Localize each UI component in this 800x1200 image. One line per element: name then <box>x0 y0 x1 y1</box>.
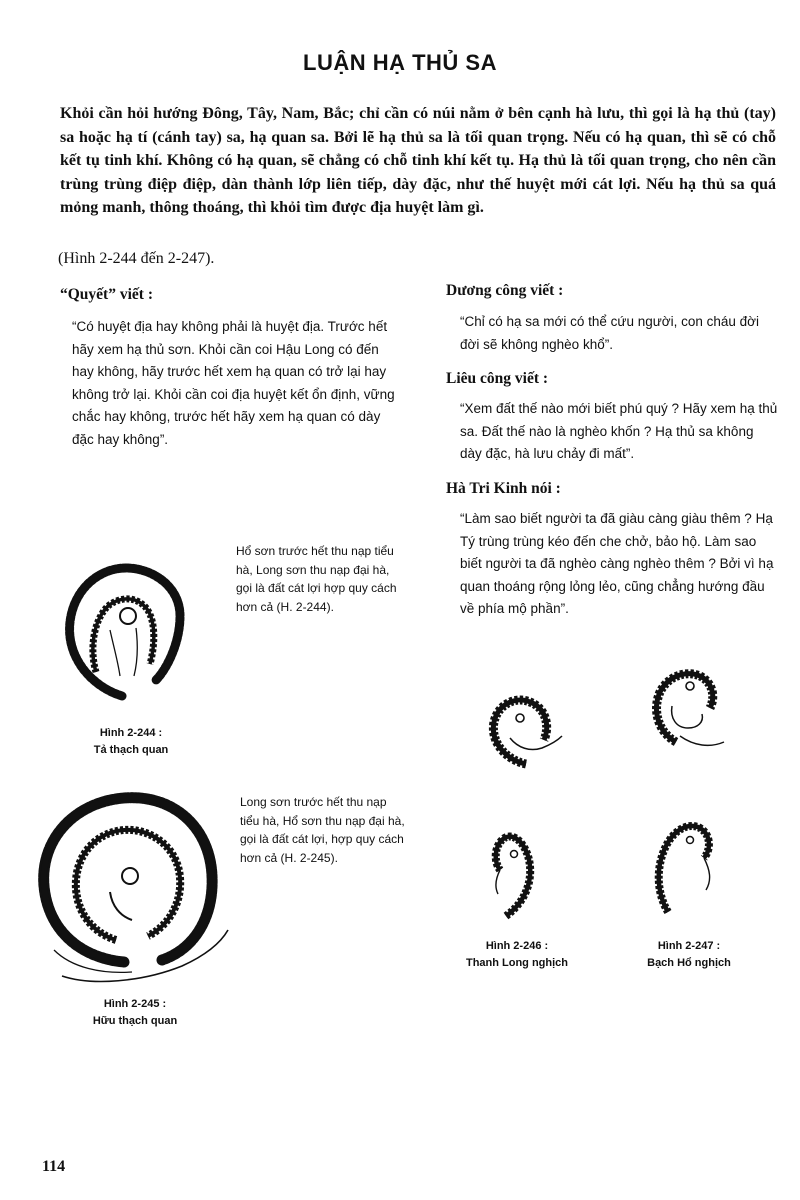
figure-2-245-name: Hữu thạch quan <box>92 1015 178 1027</box>
figure-2-244-name: Tả thạch quan <box>93 744 169 756</box>
lieu-quote: “Xem đất thế nào mới biết phú quý ? Hãy xem hạ thủ sa. Đất thế nào là nghèo khốn ? Hạ thủ sa không dày đặc, hà lưu chảy đi mất”. <box>460 401 778 461</box>
figure-2-246-caption <box>442 938 592 972</box>
page-title: LUẬN HẠ THỦ SA <box>303 50 497 75</box>
figure-2-244-image <box>62 552 202 712</box>
figure-reference: (Hình 2-244 đến 2-247). <box>58 250 215 267</box>
intro-paragraph: Khỏi cần hỏi hướng Đông, Tây, Nam, Bắc; chỉ cần có núi nằm ở bên cạnh hà lưu, thì gọi là hạ thủ (tay) sa hoặc hạ tí (cánh tay) sa, hạ quan sa. Bởi lẽ hạ thủ sa là tối quan trọng. Nếu có hạ quan, thì sẽ có chỗ kết tụ tinh khí. Không có hạ quan, sẽ chẳng có chỗ tinh khí kết tụ. Hạ thủ là tối quan trọng, cho nên cần trùng trùng điệp điệp, dàn thành lớp liên tiếp, dày đặc, như thế huyệt mới cát lợi. Nếu hạ thủ sa quá mỏng manh, thông thoáng, thì khỏi tìm được địa huyệt làm gì. <box>60 105 776 216</box>
figure-2-245-caption <box>60 996 210 1030</box>
small-drawing-upper-right <box>646 662 726 758</box>
figure-2-246-label: Hình 2-246 : <box>485 940 549 952</box>
figure-2-244-caption <box>56 725 206 759</box>
figure-2-246-image <box>484 820 544 920</box>
figure-2-247-caption <box>614 938 764 972</box>
duong-quote: “Chỉ có hạ sa mới có thể cứu người, con cháu đời đời sẽ không nghèo khổ”. <box>460 314 760 352</box>
small-drawing-upper-left <box>484 690 564 770</box>
duong-heading: Dương công viết : <box>446 282 564 299</box>
figure-2-244-note: Hổ sơn trước hết thu nạp tiểu hà, Long sơn thu nạp đại hà, gọi là đất cát lợi hợp quy cách hơn cả (H. 2-244). <box>236 544 397 614</box>
quyet-quote: “Có huyệt địa hay không phải là huyệt địa. Trước hết hãy xem hạ thủ sơn. Khỏi cần coi Hậu Long có đến hay không, hãy trước hết xem hạ quan có trở lại hay không trở lại. Khỏi cần coi địa huyệt kết ổn định, vững chắc hay không, trước hết hãy xem hạ quan có dày đặc hay không”. <box>72 319 395 447</box>
page-number: 114 <box>42 1158 66 1175</box>
figure-2-245-note: Long sơn trước hết thu nạp tiểu hà, Hổ sơn thu nạp đại hà, gọi là đất cát lợi, hợp quy cách hơn cả (H. 2-245). <box>240 795 405 865</box>
figure-2-244-label: Hình 2-244 : <box>99 727 163 739</box>
figure-2-247-image <box>652 808 722 918</box>
figure-2-245-image <box>32 780 232 990</box>
figure-2-245-label: Hình 2-245 : <box>103 998 167 1010</box>
figure-2-247-name: Bạch Hổ nghịch <box>647 957 731 969</box>
quyet-heading: “Quyết” viết : <box>60 286 153 303</box>
lieu-heading: Liêu công viết : <box>446 370 549 387</box>
ha-tri-kinh-heading: Hà Tri Kinh nói : <box>446 480 561 497</box>
figure-2-247-label: Hình 2-247 : <box>657 940 721 952</box>
ha-tri-kinh-quote: “Làm sao biết người ta đã giàu càng giàu thêm ? Hạ Tý trùng trùng kéo đến che chở, bảo hộ. Làm sao biết người ta đã nghèo càng nghèo thêm ? Bởi vì hạ quan thoáng rộng lỏng lẻo, cũng chẳng hướng đầu về phía mộ phần”. <box>460 511 774 616</box>
figure-2-246-name: Thanh Long nghịch <box>465 957 569 969</box>
